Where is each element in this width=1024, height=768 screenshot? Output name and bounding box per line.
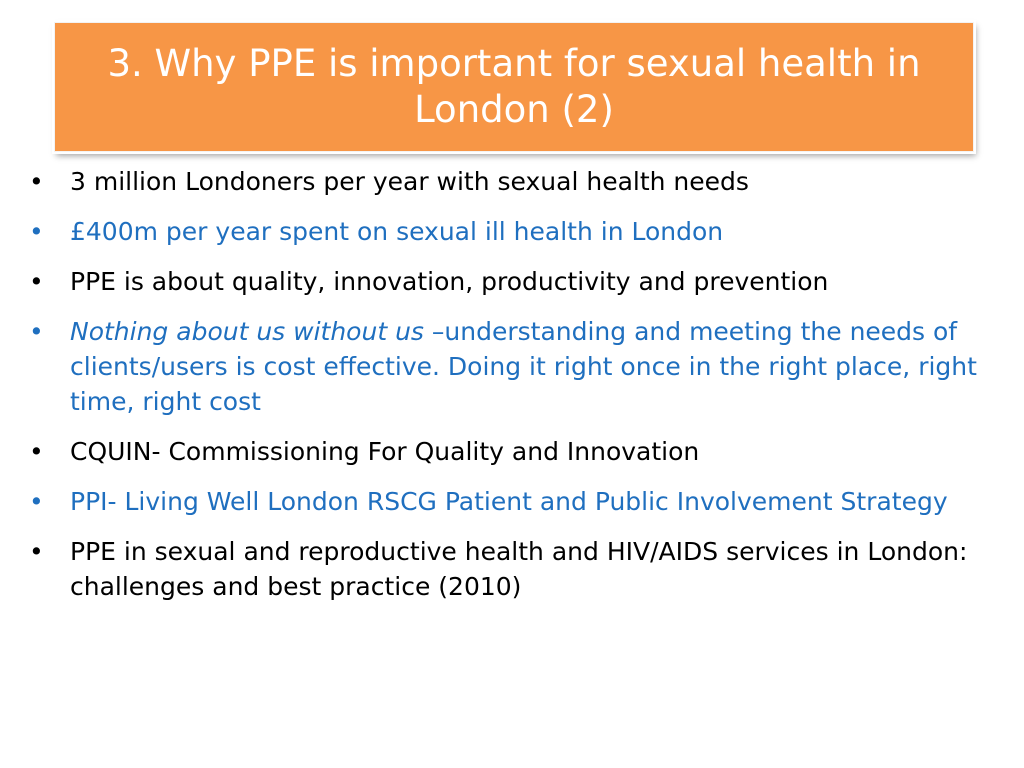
bullet-item: [0, 264, 1024, 299]
bullet-item: [0, 314, 1024, 419]
bullet-item: [0, 534, 1024, 604]
bullet-item: [0, 484, 1024, 519]
bullet-text: 3 million Londoners per year with sexual health needs: [70, 167, 749, 196]
title-banner: [54, 22, 974, 152]
bullet-text: PPE is about quality, innovation, productivity and prevention: [70, 267, 829, 296]
bullet-text: PPE in sexual and reproductive health and HIV/AIDS services in London: challenges and best practice (2010): [70, 537, 968, 601]
bullet-item: [0, 434, 1024, 469]
bullet-item: [0, 214, 1024, 249]
bullet-text: PPI- Living Well London RSCG Patient and Public Involvement Strategy: [70, 487, 948, 516]
bullet-italic-text: Nothing about us without us: [70, 317, 424, 346]
bullet-marker: •: [29, 267, 44, 296]
bullet-marker: •: [29, 537, 44, 566]
bullet-text: £400m per year spent on sexual ill health in London: [70, 217, 724, 246]
bullet-marker: •: [29, 167, 44, 196]
bullet-list: [0, 164, 1024, 619]
bullet-item: [0, 164, 1024, 199]
bullet-text: –understanding and meeting the needs of clients/users is cost effective. Doing it right once in the right place, right time, right cost: [70, 317, 977, 416]
slide-title: 3. Why PPE is important for sexual health in London (2): [107, 42, 921, 131]
bullet-marker: •: [29, 317, 44, 346]
bullet-text: CQUIN- Commissioning For Quality and Innovation: [70, 437, 700, 466]
bullet-marker: •: [29, 217, 44, 246]
bullet-marker: •: [29, 487, 44, 516]
bullet-marker: •: [29, 437, 44, 466]
